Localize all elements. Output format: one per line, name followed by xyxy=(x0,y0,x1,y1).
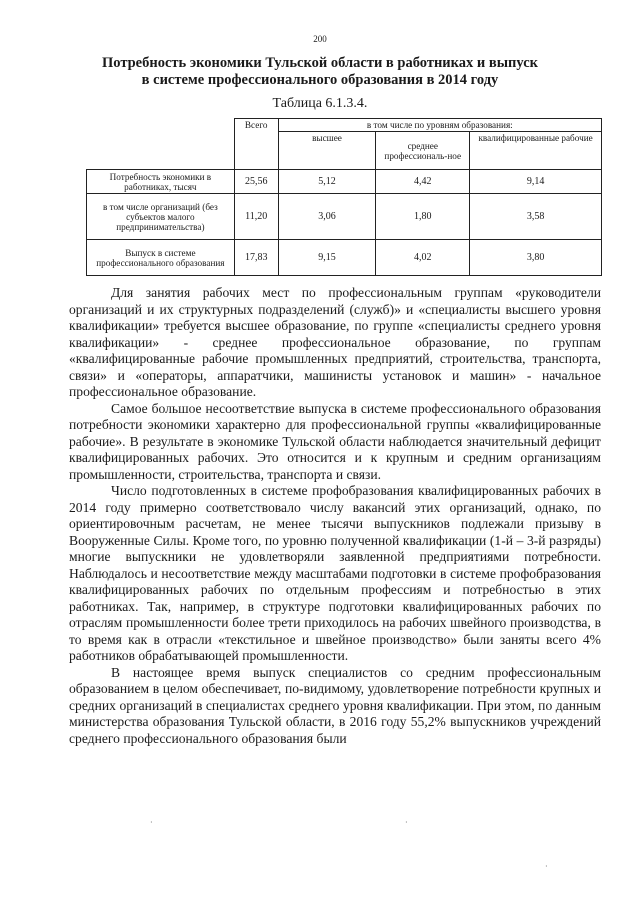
page-number: 200 xyxy=(313,34,327,44)
scan-speck: · xyxy=(150,818,153,827)
scan-speck: · xyxy=(545,862,548,871)
cell-higher: 5,12 xyxy=(278,170,376,194)
cell-total: 17,83 xyxy=(234,240,278,276)
cell-secondary: 4,02 xyxy=(376,240,470,276)
body-text xyxy=(69,285,601,747)
table-header-total: Всего xyxy=(234,119,278,170)
table-corner-cell xyxy=(87,119,235,170)
table-row xyxy=(87,194,602,240)
table-subheader-higher: высшее xyxy=(278,132,376,170)
cell-total: 25,56 xyxy=(234,170,278,194)
cell-workers: 9,14 xyxy=(470,170,602,194)
row-label: Потребность экономики в работниках, тысяч xyxy=(87,170,235,194)
table-subheader-workers: квалифицированные рабочие xyxy=(470,132,602,170)
table-header-row xyxy=(87,119,602,132)
paragraph: Для занятия рабочих мест по профессиональным группам «руководители организаций и их структурных подразделений (служб)» и «специалисты высшего уровня квалификации» требуется высшее образование, по группе «специалисты среднего уровня квалификации» - среднее профессиональное образование, по группам «квалифицированные рабочие промышленных предприятий, строительства, транспорта, связи» и «операторы, аппаратчики, машинисты установок и машин» - начальное профессиональное образование. xyxy=(69,285,601,399)
cell-higher: 9,15 xyxy=(278,240,376,276)
table-header-group: в том числе по уровням образования: xyxy=(278,119,601,132)
cell-total: 11,20 xyxy=(234,194,278,240)
table-row xyxy=(87,240,602,276)
table-caption: Таблица 6.1.3.4. xyxy=(272,96,368,111)
row-label: в том числе организаций (без субъектов малого предпринимательства) xyxy=(87,194,235,240)
data-table xyxy=(86,118,602,276)
table-subheader-secondary: среднее профессиональ-ное xyxy=(376,132,470,170)
cell-secondary: 1,80 xyxy=(376,194,470,240)
page-title: Потребность экономики Тульской области в работниках и выпуск в системе профессионального образования в 2014 году xyxy=(101,55,538,88)
cell-higher: 3,06 xyxy=(278,194,376,240)
cell-secondary: 4,42 xyxy=(376,170,470,194)
paragraph: Число подготовленных в системе профобразования квалифицированных рабочих в 2014 году примерно соответствовало числу вакансий этих организаций, однако, по ориентировочным расчетам, не менее тысячи выпускников подлежали призыву в Вооруженные Силы. Кроме того, по уровню полученной квалификации (1-й – 3-й разряды) многие выпускники не удовлетворяли заявленной предприятиями потребности. Наблюдалось и несоответствие между масштабами подготовки в системе профобразования квалифицированных рабочих по отдельным профессиям и потребностью в этих работниках. Так, например, в структуре подготовки квалифицированных рабочих по отраслям промышленности более трети приходилось на рабочих швейного производства, в то время как в отрасли «текстильное и швейное производство» были заняты всего 4% работников обрабатывающей промышленности. xyxy=(69,483,601,663)
cell-workers: 3,80 xyxy=(470,240,602,276)
cell-workers: 3,58 xyxy=(470,194,602,240)
table-row xyxy=(87,170,602,194)
scan-speck: · xyxy=(405,818,408,827)
paragraph: Самое большое несоответствие выпуска в системе профессионального образования потребности экономики характерно для профессиональной группы «квалифицированные рабочие». В результате в экономике Тульской области наблюдается значительный дефицит квалифицированных рабочих. Это относится и к крупным и средним организациям промышленности, строительства, транспорта и связи. xyxy=(69,400,601,482)
row-label: Выпуск в системе профессионального образования xyxy=(87,240,235,276)
paragraph: В настоящее время выпуск специалистов со средним профессиональным образованием в целом обеспечивает, по-видимому, удовлетворение потребности крупных и средних организаций в специалистах среднего уровня квалификации. При этом, по данным министерства образования Тульской области, в 2016 году 55,2% выпускников учреждений среднего профессионального образования были xyxy=(69,664,601,746)
